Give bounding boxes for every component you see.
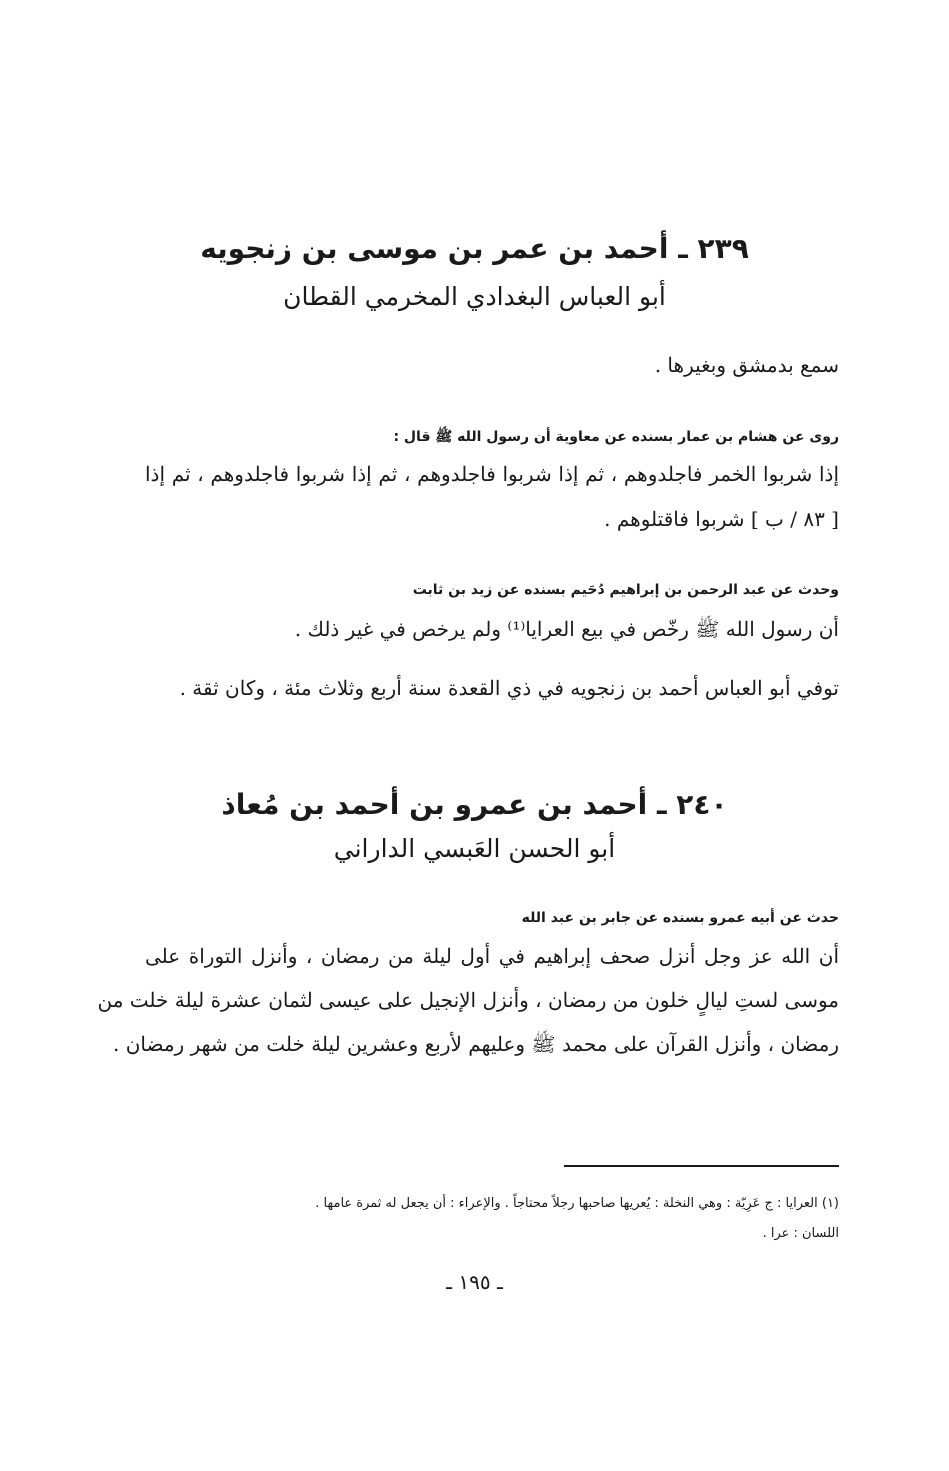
entry-239-hadith2-text: أن رسول الله ﷺ رخّص في بيع العرايا⁽¹⁾ ولم يرخص في غير ذلك . <box>294 617 839 641</box>
footnote-line1: (١) العرايا : ج عَرِيّة : وهي النخلة : يُعريها صاحبها رجلاً محتاجاً . والإعراء : أن يجعل له ثمرة عامها . <box>315 1196 839 1211</box>
entry-239-hadith1-isnad: روى عن هشام بن عمار بسنده عن معاوية أن رسول الله ﷺ قال : <box>393 429 839 445</box>
entry-240-text-line2: موسى لستِ ليالٍ خلون من رمضان ، وأنزل الإنجيل على عيسى لثمان عشرة ليلة خلت من <box>97 988 839 1012</box>
entry-239-subtitle: أبو العباس البغدادي المخرمي القطان <box>283 282 666 311</box>
footnote-line2: اللسان : عرا . <box>762 1226 839 1241</box>
entry-239-death-note: توفي أبو العباس أحمد بن زنجويه في ذي القعدة سنة أربع وثلاث مئة ، وكان ثقة . <box>179 676 839 700</box>
entry-239-hadith1-line2: [ ٨٣ / ب ] شربوا فاقتلوهم . <box>604 507 839 531</box>
entry-239-hadith2-isnad: وحدث عن عبد الرحمن بن إبراهيم دُحَيم بسنده عن زيد بن ثابت <box>412 582 839 598</box>
entry-239-sama: سمع بدمشق وبغيرها . <box>654 353 839 377</box>
footnote-separator <box>564 1165 839 1167</box>
entry-240-text-line3: رمضان ، وأنزل القرآن على محمد ﷺ وعليهم لأربع وعشرين ليلة خلت من شهر رمضان . <box>113 1032 839 1056</box>
entry-239-hadith1-line1: إذا شربوا الخمر فاجلدوهم ، ثم إذا شربوا فاجلدوهم ، ثم إذا شربوا فاجلدوهم ، ثم إذا <box>145 462 839 486</box>
page-number: ـ ١٩٥ ـ <box>446 1270 503 1294</box>
entry-240-isnad: حدث عن أبيه عمرو بسنده عن جابر بن عبد الله <box>521 910 839 926</box>
entry-240-subtitle: أبو الحسن العَبسي الداراني <box>333 834 616 863</box>
entry-240-title: ٢٤٠ ـ أحمد بن عمرو بن أحمد بن مُعاذ <box>221 788 728 821</box>
entry-240-text-line1: أن الله عز وجل أنزل صحف إبراهيم في أول ليلة من رمضان ، وأنزل التوراة على <box>145 944 840 968</box>
entry-239-title: ٢٣٩ ـ أحمد بن عمر بن موسى بن زنجويه <box>200 232 749 265</box>
